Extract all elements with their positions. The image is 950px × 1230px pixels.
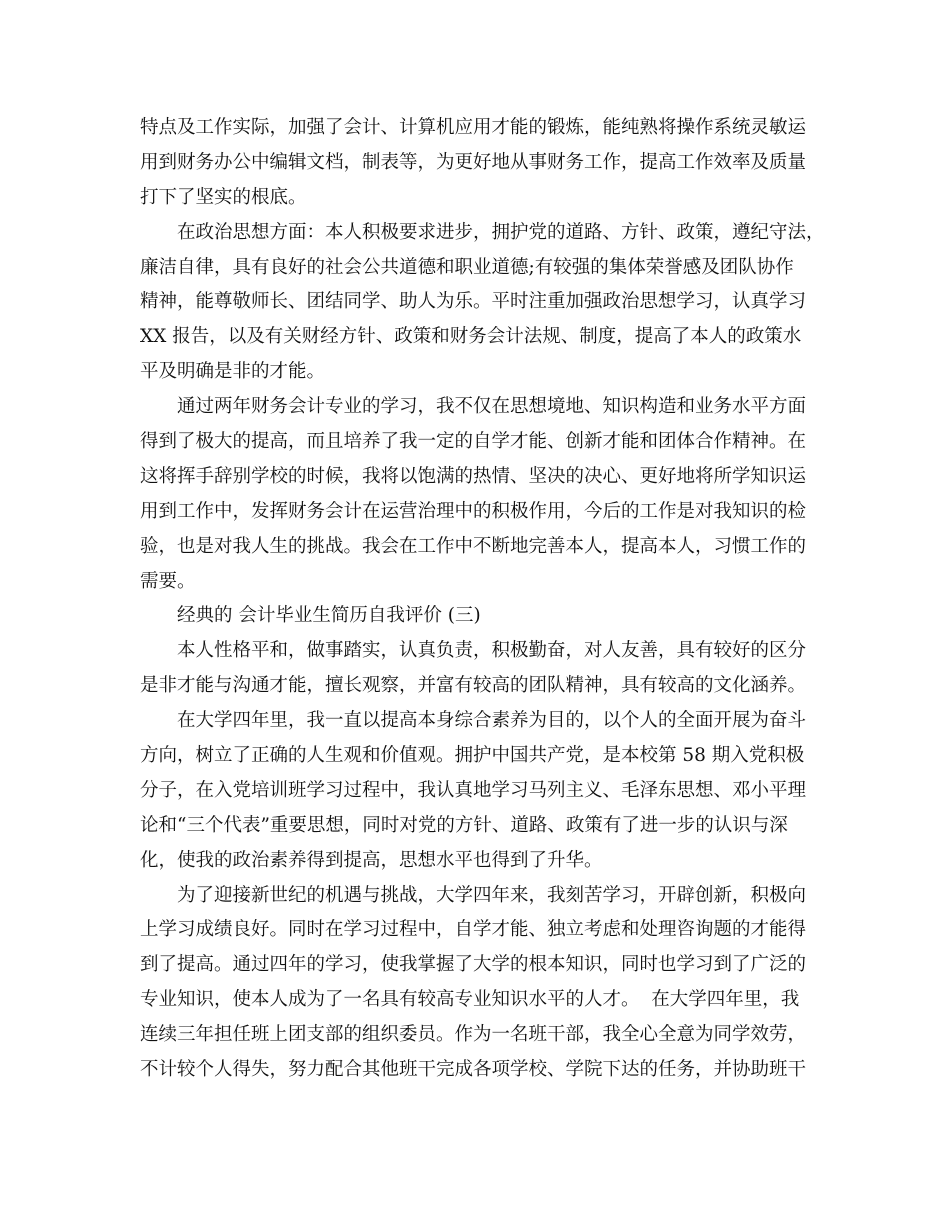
text-line: 专业知识，使本人成为了一名具有较高专业知识水平的人才。 在大学四年里，我 bbox=[140, 989, 800, 1011]
text-line: 方向，树立了正确的人生观和价值观。拥护中国共产党，是本校第 58 期入党积极 bbox=[140, 745, 805, 767]
text-line: 廉洁自律，具有良好的社会公共道德和职业道德;有较强的集体荣誉感及团队协作 bbox=[140, 256, 794, 278]
text-line: 精神，能尊敬师长、团结同学、助人为乐。平时注重加强政治思想学习，认真学习 bbox=[140, 291, 807, 313]
paragraph-start-line: 为了迎接新世纪的机遇与挑战，大学四年来，我刻苦学习，开辟创新，积极向 bbox=[177, 884, 807, 906]
text-line: 化，使我的政治素养得到提高，思想水平也得到了升华。 bbox=[140, 849, 603, 871]
paragraph-start-line: 在大学四年里，我一直以提高本身综合素养为目的，以个人的全面开展为奋斗 bbox=[177, 710, 807, 732]
text-line: 平及明确是非的才能。 bbox=[140, 361, 326, 383]
paragraph-start-line: 在政治思想方面：本人积极要求进步，拥护党的道路、方针、政策，遵纪守法， bbox=[177, 221, 825, 243]
text-line: XX 报告，以及有关财经方针、政策和财务会计法规、制度，提高了本人的政策水 bbox=[140, 326, 802, 348]
text-line: 用到财务办公中编辑文档，制表等，为更好地从事财务工作，提高工作效率及质量 bbox=[140, 151, 807, 173]
text-line: 连续三年担任班上团支部的组织委员。作为一名班干部，我全心全意为同学效劳， bbox=[140, 1024, 807, 1046]
text-line: 得到了极大的提高，而且培养了我一定的自学才能、创新才能和团体合作精神。在 bbox=[140, 431, 807, 453]
text-line: 需要。 bbox=[140, 570, 196, 592]
text-line: 这将挥手辞别学校的时候，我将以饱满的热情、坚决的决心、更好地将所学知识运 bbox=[140, 465, 807, 487]
text-line: 验，也是对我人生的挑战。我会在工作中不断地完善本人，提高本人，习惯工作的 bbox=[140, 535, 807, 557]
text-line: 特点及工作实际，加强了会计、计算机应用才能的锻炼，能纯熟将操作系统灵敏运 bbox=[140, 117, 807, 138]
paragraph-start-line: 本人性格平和，做事踏实，认真负责，积极勤奋，对人友善，具有较好的区分 bbox=[177, 640, 807, 662]
text-line: 打下了坚实的根底。 bbox=[140, 186, 307, 208]
text-line: 上学习成绩良好。同时在学习过程中，自学才能、独立考虑和处理咨询题的才能得 bbox=[140, 919, 807, 941]
section-heading: 经典的 会计毕业生简历自我评价 (三) bbox=[177, 605, 481, 627]
text-line: 是非才能与沟通才能，擅长观察，并富有较高的团队精神，具有较高的文化涵养。 bbox=[140, 675, 807, 697]
text-line: 到了提高。通过四年的学习，使我掌握了大学的根本知识，同时也学习到了广泛的 bbox=[140, 954, 807, 976]
text-line: 论和“三个代表”重要思想，同时对党的方针、道路、政策有了进一步的认识与深 bbox=[140, 814, 788, 836]
text-line: 用到工作中，发挥财务会计在运营治理中的积极作用，今后的工作是对我知识的检 bbox=[140, 500, 807, 522]
paragraph-start-line: 通过两年财务会计专业的学习，我不仅在思想境地、知识构造和业务水平方面 bbox=[177, 396, 807, 418]
text-line: 不计较个人得失，努力配合其他班干完成各项学校、学院下达的任务，并协助班干 bbox=[140, 1059, 807, 1081]
text-line: 分子，在入党培训班学习过程中，我认真地学习马列主义、毛泽东思想、邓小平理 bbox=[140, 779, 807, 801]
document-body bbox=[140, 111, 825, 1088]
